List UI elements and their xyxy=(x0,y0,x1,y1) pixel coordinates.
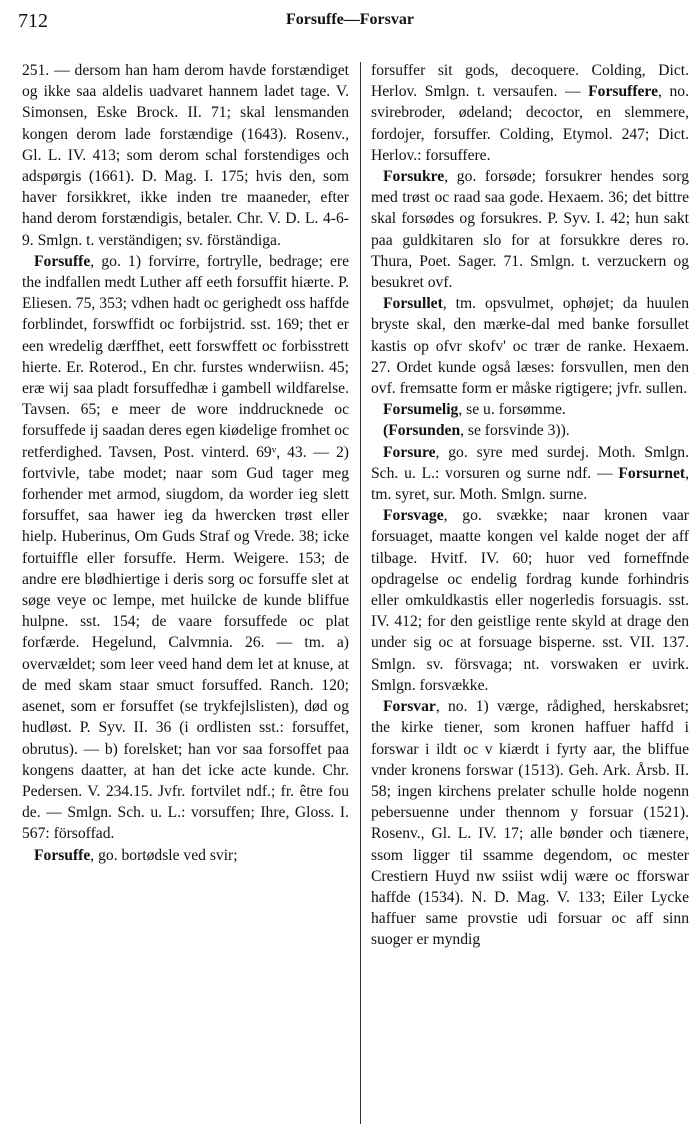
column-divider xyxy=(360,62,361,1124)
entry-text: , se forsvinde 3)). xyxy=(460,422,570,440)
entry-forsuffe xyxy=(22,251,349,845)
entry-text: , tm. syret, sur. Moth. Smlgn. surne. xyxy=(371,464,689,504)
running-head: Forsuffe—Forsvar xyxy=(286,11,414,28)
entry-text: , go. 1) forvirre, fortrylle, bedrage; ere the indfallen medt Luther aff eeth forsuffit hiærte. P. Eliesen. 75, 353; vdhen hadt oc gerighedt oss haffde forblindet, forswffidt oc forbijstrid. sst. 169; thet er een wredelig dærffhet, eett forswffett oc forbisstrett hierte. Er. Roterod., En chr. furstes wnderwiisn. 45; eræ wij saa pladt forsuffedhæ i gambell wildfarelse. Tavsen. 65; e meer de wore inddrucknede oc forsuffede ij saadan deres egen kiødelige fromhet oc retferdighed. Tavsen, Post. vinterd. 69ᵛ, 43. — 2) fortvivle, tabe modet; naar som Gud tager meg forhender met armod, siugdom, da worder ieg slett forsuffet, saa hawer ieg da hwercken trøst eller hielp. Huberinus, Om Guds Straf og Vrede. 38; icke fortuiffle eller forsuffe. Herm. Weigere. 153; de andre ere blødhiertige i deris sorg oc forsuffe slet at søge veye oc lempe, met huilcke de kunde bliffue hulpne. sst. 154; de vaare forsuffede oc plat forfærde. Hegelund, Calvmnia. 26. — tm. a) overvældet; som leer veed hand dem let at knuse, at de med skam staar smuct forsuffed. Ranch. 120; asenet, som er forsuffet (se trykfejlslisten), død og hudløst. P. Syv. II. 36 (i ordlisten sst.: forsuffet, obrutus). — b) forelsket; han vor saa forsoffet paa kongens daatter, at han det icke acte kunde. Chr. Pedersen. V. 234.15. Jvfr. fortvilet ndf.; fr. être fou de. — Smlgn. Sch. u. L.: vorsuffen; Ihre, Gloss. I. 567: försoffad. xyxy=(22,252,349,843)
headword: Forsuffe xyxy=(34,252,91,270)
entry-forsuffe-2 xyxy=(22,845,349,866)
entry-text: , go. bortødsle ved svir; xyxy=(90,846,238,864)
entry-continuation-right xyxy=(371,60,689,166)
entry-text: 251. — dersom han ham derom havde forstændiget og ikke saa aldelis uadvaret hannem ladet tage. V. Simonsen, Eske Brock. II. 71; skal lensmanden kongen derom lade forstændige (1643). Rosenv., Gl. L. IV. 413; som derom schal forstendiges och adspørgis (1661). D. Mag. I. 175; hvis den, som haver forsikkret, ikke inden tre maaneder, efter hand derom forstændigis, betaler. Chr. V. D. L. 4-6-9. Smlgn. t. verständigen; sv. förständiga. xyxy=(22,62,349,249)
entry-forsumelig xyxy=(371,399,689,420)
headword: (Forsunden xyxy=(383,422,461,440)
headword: Forsvage xyxy=(383,507,444,525)
headword: Forsure xyxy=(383,443,436,461)
page-header xyxy=(0,0,700,40)
entry-forsukre xyxy=(371,166,689,293)
entry-forsunden xyxy=(371,420,689,441)
headword: Forsuffere xyxy=(588,83,658,101)
entry-forsvar xyxy=(371,696,689,950)
entry-text: , se u. forsømme. xyxy=(458,401,566,419)
entry-text: forsuffer sit gods, decoquere. Colding, Dict. Herlov. Smlgn. t. versaufen. — xyxy=(371,62,689,101)
entry-forsvage xyxy=(371,505,689,696)
entry-forsure xyxy=(371,442,689,506)
headword: Forsuffe xyxy=(34,846,91,864)
entry-text: , go. forsøde; forsukrer hendes sorg med trøst oc raad saa gode. Hexaem. 36; det bittre skal forsødes og forsukres. P. Syv. I. 42; hun sakt paa guldkitaren slo for at forsukkre deres ro. Thura, Poet. Sager. 71. Smlgn. t. verzuckern og besukret ovf. xyxy=(371,168,689,292)
right-column xyxy=(371,60,689,951)
headword: Forsullet xyxy=(383,295,443,313)
headword: Forsukre xyxy=(383,168,445,186)
entry-text: , no. svirebroder, ødeland; decoctor, en slemmere, fordojer, forsuffer. Colding, Etymol. 247; Dict. Herlov.: forsuffere. xyxy=(371,83,689,164)
entry-text: , tm. opsvulmet, ophøjet; da huulen bryste skal, den mærke-dal med banke forsullet kastis op ofvr skofv' oc trær de ranke. Hexaem. 27. Ordet kunde også læses: forsvullen, men den ovf. fremsatte form er måske rigtigere; jvfr. sullen. xyxy=(371,295,689,398)
entry-text: , go. svække; naar kronen vaar forsuaget, maatte kongen vel kalde noget der aff tilbage. Hvitf. IV. 60; huor ved forneffnde opdragelse oc endelig fordrag kunde forhindris eller omkuldkastis eller nogerledis forsuagis. sst. IV. 412; for den geistlige rente skyld at drage den under sig oc at forsuage bisperne. sst. VII. 137. Smlgn. sv. försvaga; nt. vorswaken er uvirk. Smlgn. forsvække. xyxy=(371,507,689,694)
entry-text: , go. syre med surdej. Moth. Smlgn. Sch. u. L.: vorsuren og surne ndf. — xyxy=(371,443,689,482)
headword: Forsumelig xyxy=(383,401,459,419)
entry-text: , no. 1) værge, rådighed, herskabsret; the kirke tiener, som kronen haffuer haffd i forswar i ildt oc v kiærdt i fyrty aar, the bliffue vnder kronens forswar (1513). Geh. Ark. Årsb. II. 58; ingen kirchens prelater schulle holde nogenn pebersuenne under thennom y forsuar (1521). Rosenv., Gl. L. IV. 17; alle bønder och tiænere, ssom ligger til ssamme degendom, oc mester Crestiern Huyd nw ssiist wdij wære oc fforswar haffde (1534). N. D. Mag. V. 133; Eiler Lycke haffuer same provstie udi forsuar oc aff sinn suoger er myndig xyxy=(371,698,689,949)
headword: Forsvar xyxy=(383,698,436,716)
headword: Forsurnet xyxy=(618,464,686,482)
entry-continuation xyxy=(22,60,349,251)
page-number: 712 xyxy=(18,10,48,32)
left-column xyxy=(22,60,349,866)
entry-forsullet xyxy=(371,293,689,399)
